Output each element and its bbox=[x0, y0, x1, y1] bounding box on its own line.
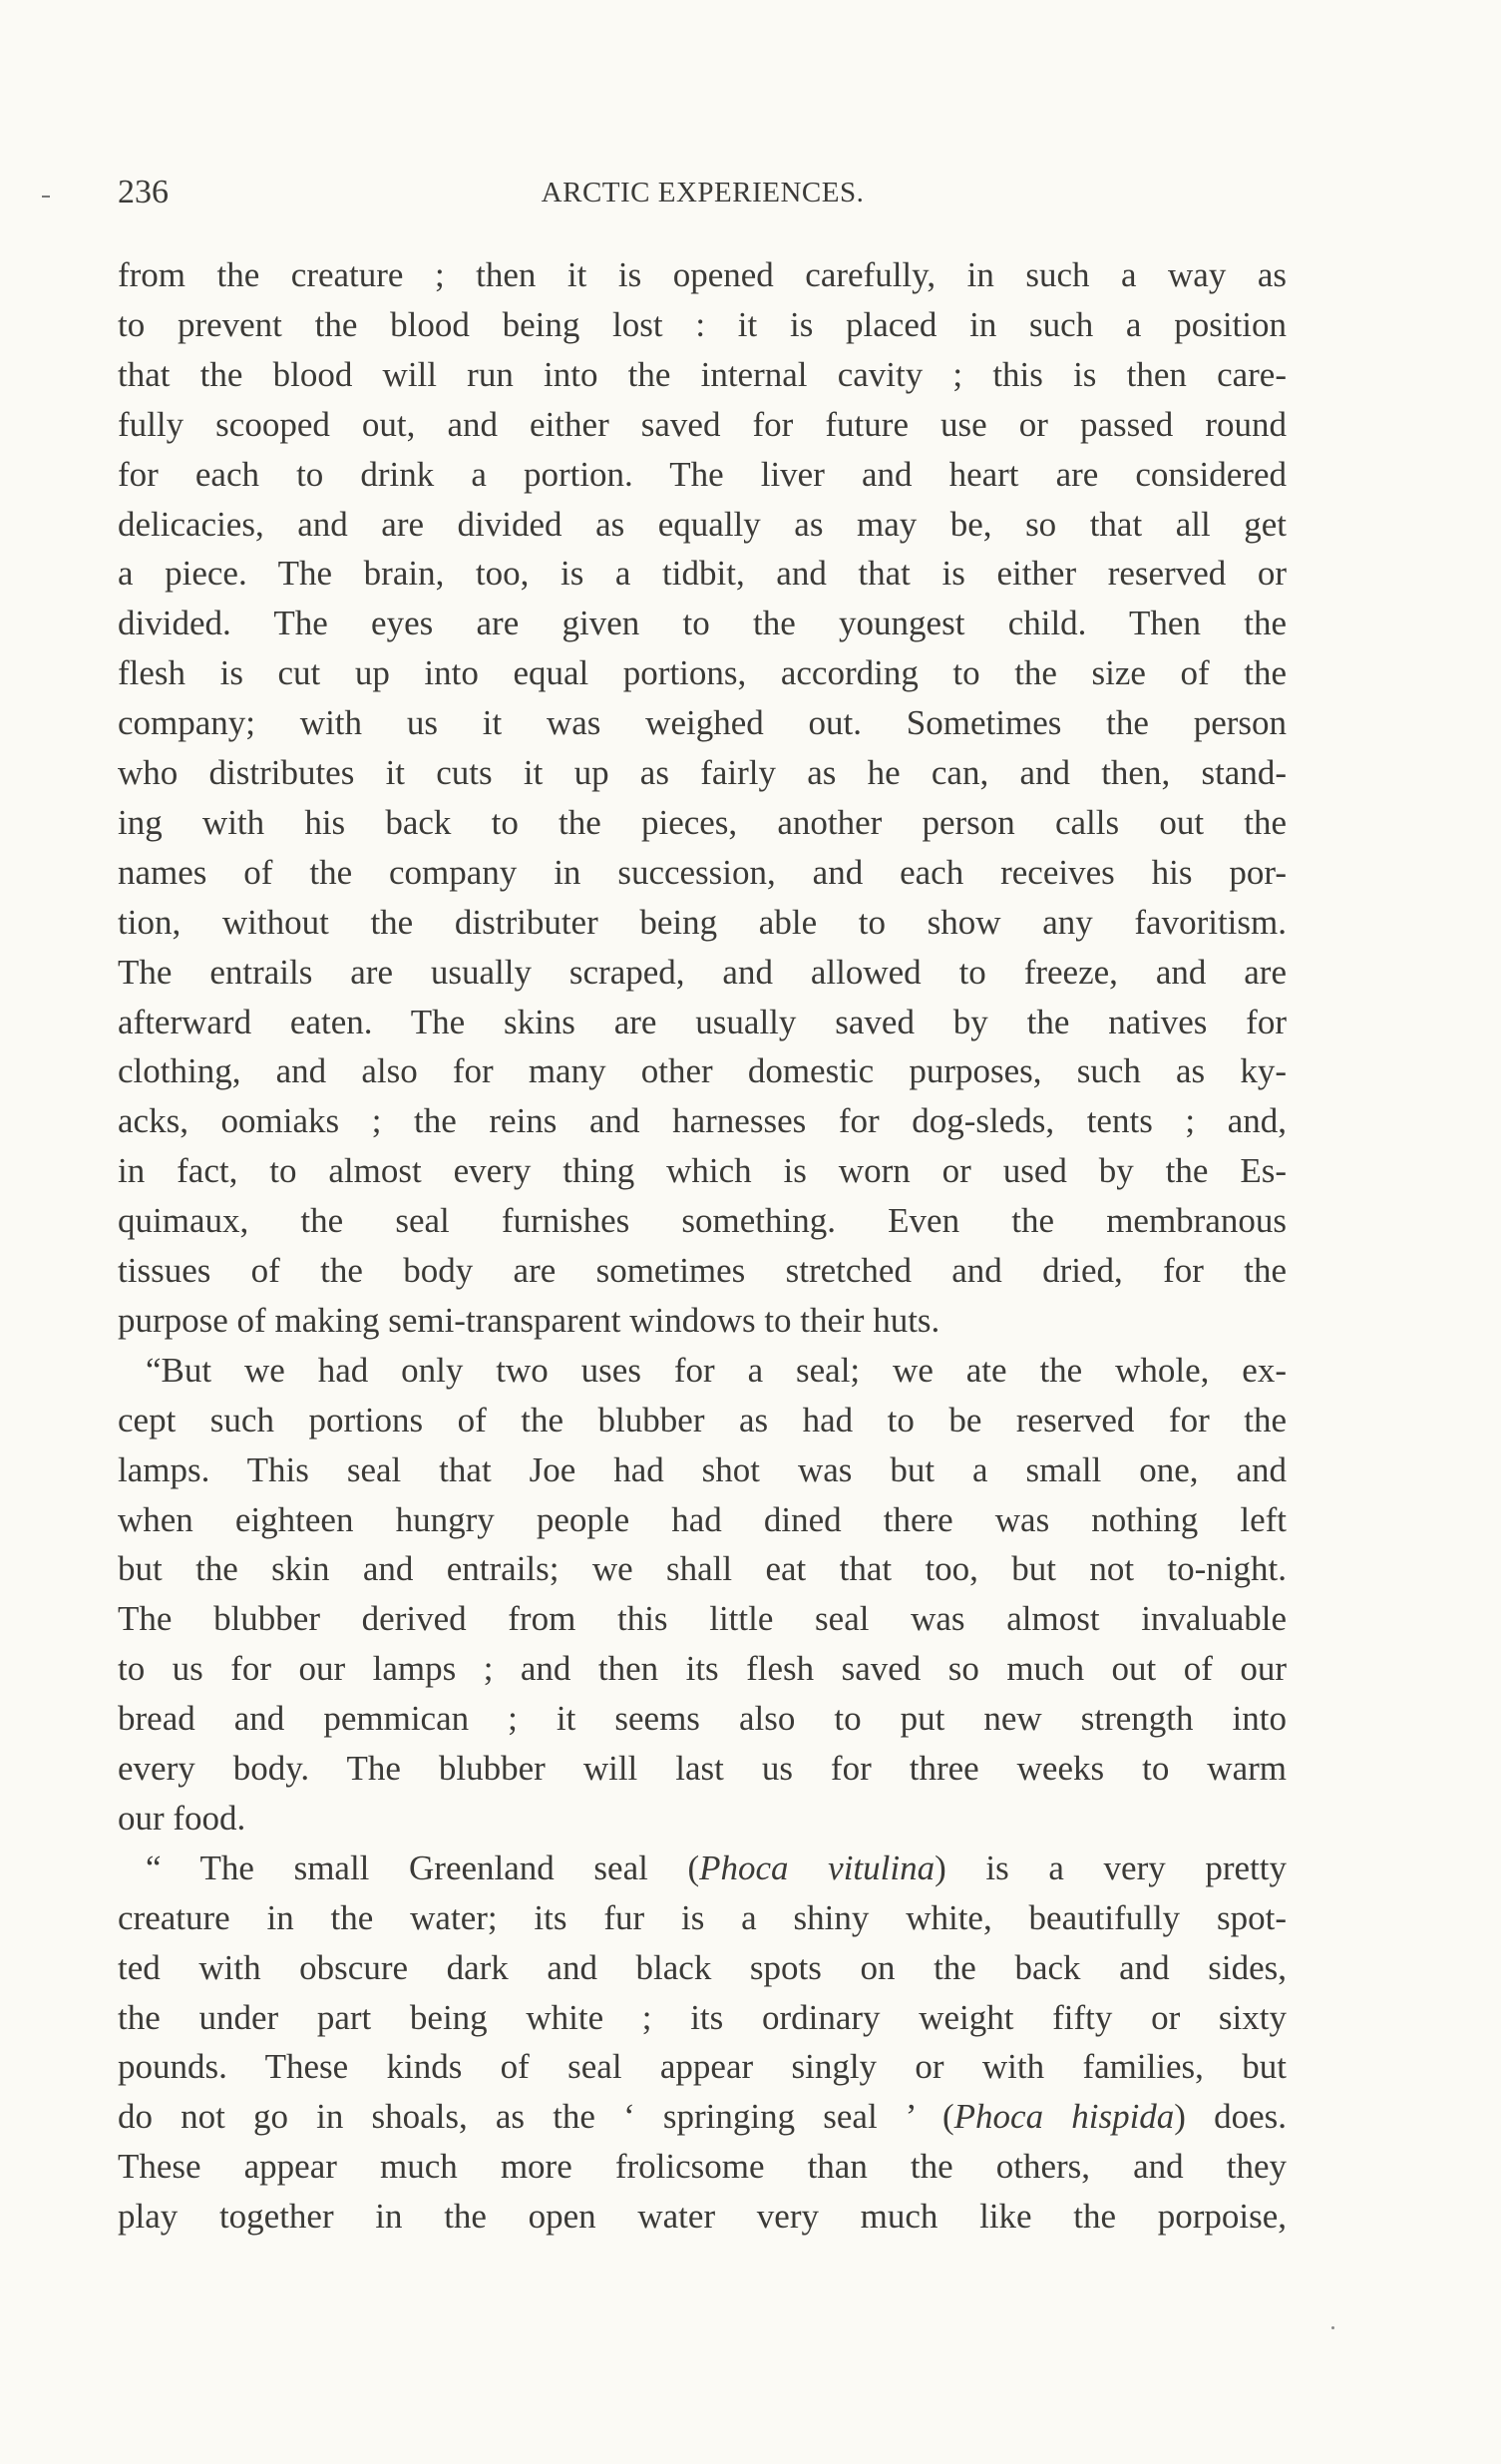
text-line bbox=[118, 798, 1287, 848]
text-line bbox=[118, 1744, 1287, 1794]
text-line bbox=[118, 1096, 1287, 1146]
text-segment: the under part being white ; its ordinary weight fifty or sixty bbox=[118, 1997, 1287, 2037]
text-line bbox=[118, 2042, 1287, 2092]
text-segment: The entrails are usually scraped, and allowed to freeze, and are bbox=[118, 952, 1287, 992]
text-segment: The blubber derived from this little seal was almost invaluable bbox=[118, 1599, 1287, 1639]
text-segment: to prevent the blood being lost : it is placed in such a position bbox=[118, 304, 1287, 344]
text-segment: when eighteen hungry people had dined there was nothing left bbox=[118, 1499, 1287, 1539]
text-segment: names of the company in succession, and each receives his por- bbox=[118, 852, 1287, 892]
italic-species-name: Phoca vitulina bbox=[699, 1848, 936, 1887]
text-segment: company; with us it was weighed out. Sometimes the person bbox=[118, 703, 1287, 743]
text-segment: pounds. These kinds of seal appear singly or with families, but bbox=[118, 2047, 1287, 2087]
text-segment: every body. The blubber will last us for three weeks to warm bbox=[118, 1749, 1287, 1788]
text-line bbox=[118, 1893, 1287, 1943]
text-segment: for each to drink a portion. The liver and heart are considered bbox=[118, 454, 1287, 494]
text-segment: “But we had only two uses for a seal; we ate the whole, ex- bbox=[146, 1350, 1287, 1390]
page-number: 236 bbox=[118, 174, 169, 210]
text-segment: that the blood will run into the internal cavity ; this is then care- bbox=[118, 354, 1287, 394]
text-line bbox=[118, 1445, 1287, 1495]
text-line bbox=[118, 2142, 1287, 2192]
text-line bbox=[118, 1844, 1287, 1893]
text-line bbox=[118, 1544, 1287, 1594]
text-line bbox=[118, 1594, 1287, 1644]
text-segment: purpose of making semi-transparent windows to their huts. bbox=[118, 1300, 940, 1340]
text-line bbox=[118, 350, 1287, 400]
text-line bbox=[118, 998, 1287, 1047]
text-segment: clothing, and also for many other domestic purposes, such as ky- bbox=[118, 1051, 1287, 1091]
text-line bbox=[118, 1346, 1287, 1396]
text-line bbox=[118, 898, 1287, 948]
text-segment: cept such portions of the blubber as had to be reserved for the bbox=[118, 1400, 1287, 1439]
text-line bbox=[118, 1196, 1287, 1246]
text-line bbox=[118, 2192, 1287, 2242]
text-segment: delicacies, and are divided as equally as may be, so that all get bbox=[118, 504, 1287, 544]
text-line bbox=[118, 1694, 1287, 1744]
text-segment: but the skin and entrails; we shall eat that too, but not to-night. bbox=[118, 1549, 1287, 1589]
text-line bbox=[118, 450, 1287, 500]
text-segment: our food. bbox=[118, 1798, 246, 1838]
text-line bbox=[118, 1794, 1287, 1844]
text-segment: creature in the water; its fur is a shiny white, beautifully spot- bbox=[118, 1897, 1287, 1937]
text-segment: “ The small Greenland seal ( bbox=[146, 1848, 700, 1887]
text-line bbox=[118, 1046, 1287, 1096]
italic-species-name: Phoca hispida bbox=[953, 2097, 1175, 2137]
text-segment: ) is a very pretty bbox=[935, 1848, 1287, 1887]
text-segment: These appear much more frolicsome than the others, and they bbox=[118, 2147, 1287, 2187]
text-segment: do not go in shoals, as the ‘ springing seal ’ ( bbox=[118, 2097, 954, 2137]
text-line bbox=[118, 748, 1287, 798]
text-segment: quimaux, the seal furnishes something. Even the membranous bbox=[118, 1201, 1287, 1241]
text-line bbox=[118, 599, 1287, 648]
text-line bbox=[118, 1146, 1287, 1196]
text-line bbox=[118, 848, 1287, 898]
text-line bbox=[118, 1495, 1287, 1545]
text-segment: to us for our lamps ; and then its flesh saved so much out of our bbox=[118, 1649, 1287, 1689]
text-segment: afterward eaten. The skins are usually saved by the natives for bbox=[118, 1002, 1287, 1041]
text-line bbox=[118, 300, 1287, 350]
text-line bbox=[118, 698, 1287, 748]
text-segment: tissues of the body are sometimes stretched and dried, for the bbox=[118, 1251, 1287, 1290]
text-line bbox=[118, 500, 1287, 550]
text-segment: ted with obscure dark and black spots on the back and sides, bbox=[118, 1947, 1287, 1987]
text-line bbox=[118, 648, 1287, 698]
text-segment: who distributes it cuts it up as fairly as he can, and then, stand- bbox=[118, 753, 1287, 792]
text-segment: lamps. This seal that Joe had shot was but a small one, and bbox=[118, 1449, 1287, 1489]
text-line bbox=[118, 1943, 1287, 1993]
text-segment: flesh is cut up into equal portions, according to the size of the bbox=[118, 653, 1287, 693]
text-line bbox=[118, 1246, 1287, 1296]
text-segment: from the creature ; then it is opened carefully, in such a way as bbox=[118, 255, 1287, 294]
text-segment: fully scooped out, and either saved for future use or passed round bbox=[118, 404, 1287, 444]
text-segment: tion, without the distributer being able to show any favoritism. bbox=[118, 902, 1287, 942]
text-line bbox=[118, 1993, 1287, 2043]
running-title bbox=[0, 168, 1501, 217]
text-segment: acks, oomiaks ; the reins and harnesses for dog-sleds, tents ; and, bbox=[118, 1101, 1287, 1141]
text-line bbox=[118, 549, 1287, 599]
text-line bbox=[118, 400, 1287, 450]
text-segment: play together in the open water very much like the porpoise, bbox=[118, 2197, 1287, 2237]
text-segment: in fact, to almost every thing which is worn or used by the Es- bbox=[118, 1151, 1287, 1191]
text-line bbox=[118, 250, 1287, 300]
text-segment: ) does. bbox=[1174, 2097, 1287, 2137]
text-segment: divided. The eyes are given to the youngest child. Then the bbox=[118, 604, 1287, 643]
text-line bbox=[118, 1296, 1287, 1346]
text-line bbox=[118, 1644, 1287, 1694]
running-title-text: ARCTIC EXPERIENCES. bbox=[541, 177, 865, 208]
text-line bbox=[118, 1396, 1287, 1445]
text-line bbox=[118, 948, 1287, 998]
text-segment: bread and pemmican ; it seems also to put new strength into bbox=[118, 1699, 1287, 1739]
text-line bbox=[118, 2092, 1287, 2142]
page-speck bbox=[1331, 2326, 1334, 2329]
text-segment: ing with his back to the pieces, another person calls out the bbox=[118, 802, 1287, 842]
text-segment: a piece. The brain, too, is a tidbit, and that is either reserved or bbox=[118, 554, 1287, 594]
